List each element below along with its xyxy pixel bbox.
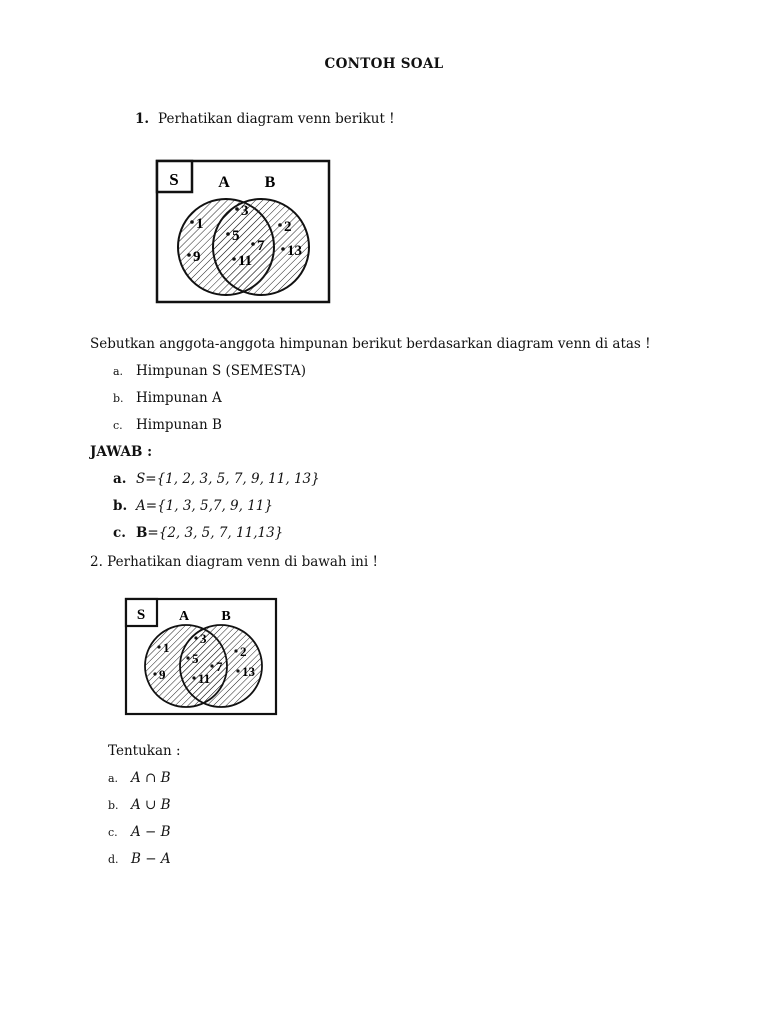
element-label: 5 [232,228,240,244]
page-title: CONTOH SOAL [324,56,444,72]
equals-sign: = [147,525,159,541]
set-name: A [136,498,146,514]
element-label: 11 [238,253,253,269]
set-b-label: B [221,609,231,624]
element-label: 13 [287,243,302,259]
list-letter: a. [108,772,119,785]
set-members: {1, 3, 5,7, 9, 11} [157,498,273,514]
universe-label: S [136,607,146,623]
q1-instruction: Sebutkan anggota-anggota himpunan berikut berdasarkan diagram venn di atas ! [90,336,651,352]
list-item: Himpunan A [136,390,222,406]
answer-heading: JAWAB : [90,444,153,460]
set-members: {2, 3, 5, 7, 11,13} [158,525,284,541]
set-a-label: A [218,174,230,191]
answer-line [136,525,283,541]
answer-letter: c. [113,525,126,541]
element-label: 7 [257,238,265,254]
element-label: 7 [216,659,223,674]
venn-diagram-2 [121,594,282,719]
answer-line [136,498,273,514]
list-item: A ∪ B [131,797,171,813]
answer-letter: b. [113,498,128,514]
list-item: A ∩ B [131,770,171,786]
equals-sign: = [145,498,158,514]
list-letter: a. [113,365,124,378]
element-label: 1 [163,640,170,655]
list-letter: b. [108,799,119,812]
element-label: 5 [192,651,199,666]
q2-prompt: 2. Perhatikan diagram venn di bawah ini ! [90,554,378,570]
element-label: 2 [284,219,292,235]
answer-letter: a. [113,471,127,487]
element-label: 2 [240,644,247,659]
q1-number: 1. [135,111,150,127]
element-label: 9 [159,667,166,682]
set-members: {1, 2, 3, 5, 7, 9, 11, 13} [156,471,320,487]
list-item: Himpunan S (SEMESTA) [136,363,307,379]
set-name: B [136,525,148,541]
q2-instruction: Tentukan : [108,743,181,759]
element-label: 3 [200,631,207,646]
set-b-label: B [264,174,276,191]
element-label: 13 [242,664,255,679]
set-a-label: A [178,609,190,624]
answer-line [136,471,320,487]
list-item: Himpunan B [136,417,222,433]
list-letter: c. [108,826,118,839]
list-item: A − B [131,824,171,840]
element-label: 1 [196,216,204,232]
element-label: 9 [193,249,201,265]
element-label: 3 [241,203,249,219]
element-label: 11 [198,671,211,686]
list-letter: d. [108,853,119,866]
set-name: S [136,471,146,487]
equals-sign: = [145,471,157,487]
list-letter: c. [113,419,123,432]
q1-prompt: Perhatikan diagram venn berikut ! [158,111,395,127]
list-item: B − A [131,851,171,867]
list-letter: b. [113,392,124,405]
universe-label: S [169,170,179,189]
venn-diagram-1 [152,155,334,307]
